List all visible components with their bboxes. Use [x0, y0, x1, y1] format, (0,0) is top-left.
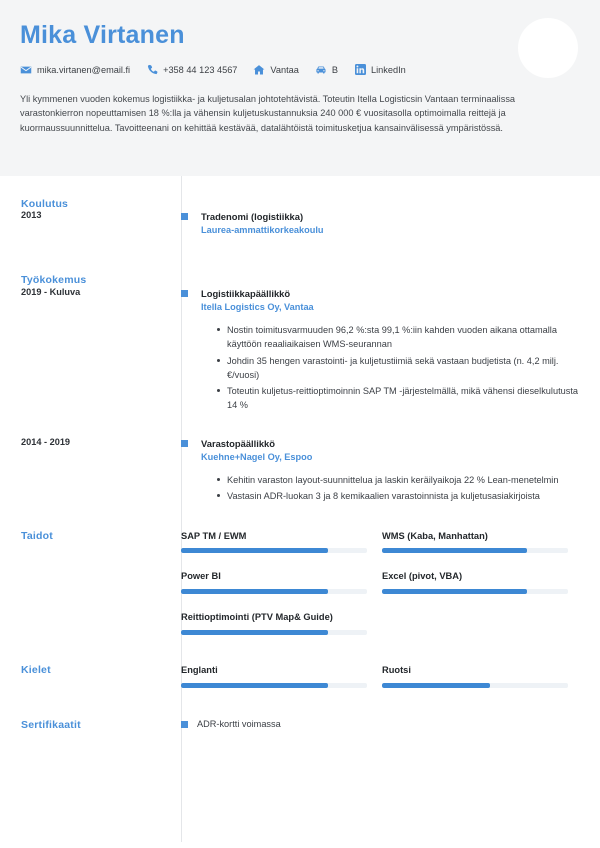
contact-email-label: mika.virtanen@email.fi: [37, 64, 131, 75]
language-name: Englanti: [181, 664, 218, 675]
skill-item: [382, 570, 567, 594]
experience-entry-date: 2019 - Kuluva: [21, 286, 81, 297]
list-item: Nostin toimitusvarmuuden 96,2 %:sta 99,1 %:iin kahden vuoden aikana ottamalla käyttöön reaaliaikaisen WMS-seurannan: [217, 323, 582, 352]
section-label-education: Koulutus: [21, 198, 69, 210]
entry-marker-icon: [181, 213, 188, 220]
list-item: Toteutin kuljetus-reittioptimoinnin SAP TM -järjestelmällä, mikä vähensi dieselkulutusta 14 %: [217, 384, 582, 413]
experience-entry-org: Itella Logistics Oy, Vantaa: [201, 301, 314, 312]
section-experience: [0, 238, 600, 506]
section-certificates: [0, 705, 600, 731]
experience-entry-title: Logistiikkapäällikkö: [201, 287, 291, 299]
contact-phone-label: +358 44 123 4567: [163, 64, 238, 75]
skills-column-right: [382, 530, 583, 652]
contact-linkedin[interactable]: [354, 64, 406, 76]
education-entry-date: 2013: [21, 210, 42, 220]
skill-level-track: [181, 589, 367, 594]
contact-driving-license-label: B: [331, 64, 338, 75]
skill-item: [181, 611, 366, 635]
contact-phone[interactable]: [146, 64, 237, 76]
experience-bullet-list: [201, 323, 600, 413]
list-item: Vastasin ADR-luokan 3 ja 8 kemikaalien varastoinnista ja kuljetusasiakirjoista: [217, 489, 582, 503]
language-level-track: [382, 683, 568, 688]
education-entry-title: Tradenomi (logistiikka): [201, 211, 304, 222]
experience-entry-title: Varastopäällikkö: [201, 437, 275, 449]
envelope-icon: [20, 64, 32, 76]
language-level-fill: [181, 683, 328, 688]
entry-marker-icon: [181, 290, 188, 297]
skill-level-fill: [181, 548, 328, 553]
car-icon: [315, 64, 327, 76]
skill-item: [181, 530, 366, 554]
profile-summary: Yli kymmenen vuoden kokemus logistiikka- ja kuljetusalan johtotehtävistä. Toteutin Itella Logisticsin Vantaan terminaalissa varastonkierron nopeuttamisen 18 %:lla ja vähensin kuljetuskustannuksia 240 000 € vuositasolla optimoimalla reittejä ja kuormaussuunnittelua. Tavoitteenani on kehittää kestävää, datalähtöistä toimitusketjua kansainvälisessä ympäristössä.: [20, 93, 516, 134]
contact-email[interactable]: [20, 64, 130, 76]
skill-name: SAP TM / EWM: [181, 530, 247, 541]
skill-level-track: [382, 548, 568, 553]
entry-marker-icon: [181, 440, 188, 447]
language-level-fill: [382, 683, 490, 688]
section-label-certificates: Sertifikaatit: [21, 718, 81, 731]
skill-name: Power BI: [181, 571, 221, 582]
experience-entry: [21, 436, 600, 506]
languages-column-left: [181, 664, 382, 705]
skills-column-left: [181, 530, 382, 652]
skill-level-track: [181, 630, 367, 635]
section-skills: [0, 506, 600, 652]
linkedin-icon: [354, 64, 366, 76]
skill-item: [181, 570, 366, 594]
skill-name: Reittioptimointi (PTV Map& Guide): [181, 612, 333, 623]
skill-level-fill: [181, 630, 328, 635]
skill-level-fill: [382, 589, 527, 594]
languages-grid: [181, 664, 600, 705]
experience-entry-org: Kuehne+Nagel Oy, Espoo: [201, 451, 313, 462]
section-languages: [0, 652, 600, 705]
contact-location: [253, 64, 298, 76]
section-label-skills: Taidot: [21, 529, 53, 542]
home-icon: [253, 64, 265, 76]
languages-column-right: [382, 664, 583, 705]
entry-marker-icon: [181, 721, 188, 728]
skill-level-fill: [181, 589, 328, 594]
skill-item: [382, 530, 567, 554]
skills-grid: [181, 530, 600, 652]
language-item: [382, 664, 567, 688]
section-education: [0, 176, 600, 238]
list-item: Kehitin varaston layout-suunnittelua ja laskin keräilyaikoja 22 % Lean-menetelmin: [217, 473, 582, 487]
skill-level-track: [181, 548, 367, 553]
contact-linkedin-label: LinkedIn: [371, 64, 406, 75]
resume-body: [0, 176, 600, 848]
profile-photo-placeholder: [518, 18, 578, 78]
skill-level-fill: [382, 548, 527, 553]
skill-name: WMS (Kaba, Manhattan): [382, 530, 488, 541]
contact-location-label: Vantaa: [270, 64, 299, 75]
resume-header: [0, 0, 600, 176]
skill-level-track: [382, 589, 568, 594]
skill-name: Excel (pivot, VBA): [382, 571, 463, 582]
section-label-experience: Työkokemus: [21, 273, 87, 286]
experience-bullet-list: [201, 473, 600, 504]
language-level-track: [181, 683, 367, 688]
experience-entry-date: 2014 - 2019: [21, 436, 71, 447]
language-item: [181, 664, 366, 688]
phone-icon: [146, 64, 158, 76]
section-label-languages: Kielet: [21, 663, 51, 676]
list-item: Johdin 35 hengen varastointi- ja kuljetustiimiä sekä vastaan budjetista (n. 4,2 milj. €/vuosi): [217, 354, 582, 383]
contact-row: [20, 64, 580, 76]
language-name: Ruotsi: [382, 664, 411, 675]
contact-driving-license: [315, 64, 338, 76]
experience-entry: [21, 286, 600, 415]
certificate-item: [181, 719, 600, 729]
page-title: Mika Virtanen: [20, 21, 185, 49]
education-entry: [21, 210, 600, 238]
education-entry-org: Laurea-ammattikorkeakoulu: [201, 225, 324, 236]
certificate-label: ADR-kortti voimassa: [197, 718, 281, 729]
